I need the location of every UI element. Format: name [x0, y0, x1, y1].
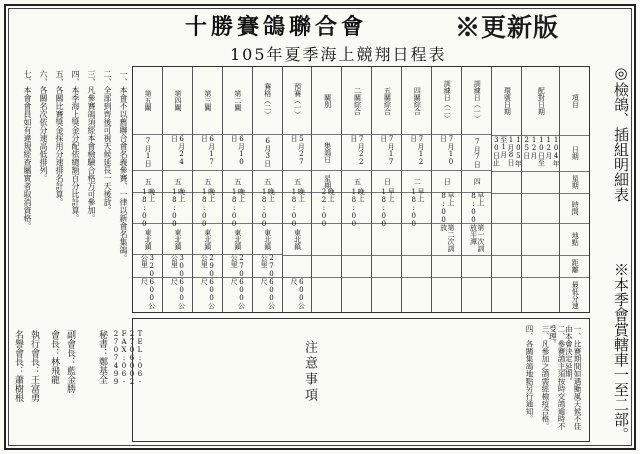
schedule-cell-row6: 270公里 [253, 255, 282, 278]
signature-block-3 [48, 330, 61, 440]
schedule-column [133, 67, 162, 312]
schedule-cell-row7 [522, 278, 559, 312]
schedule-cell-row2: 105年1月8日至1月30日止 [492, 136, 521, 172]
exec-president: 王富勇 [29, 375, 39, 402]
schedule-cell-head: 第五關 [133, 67, 162, 135]
secretary: 鄭基全 [97, 357, 107, 384]
schedule-cell-head: 第四關 [163, 67, 192, 135]
schedule-cell-row3: 五 [133, 171, 162, 193]
schedule-cell-row3: 五 [342, 171, 371, 193]
president: 林飛龍 [49, 357, 59, 384]
schedule-cell-row2: 5月27日 [283, 135, 312, 171]
schedule-cell-row5: 第一次訓放平潭 [462, 224, 491, 256]
schedule-cell-row2: 104年12月10日至12月25日 [522, 136, 559, 172]
schedule-cell-row2: 6月3日 [253, 135, 282, 171]
schedule-column [521, 67, 559, 312]
schedule-cell-row7: 600公尺 [200, 278, 216, 310]
schedule-cell-row2: 6月24日 [163, 135, 192, 171]
schedule-cell-row2: 7月7日 [462, 135, 491, 171]
vice-president: 藍金勝 [65, 366, 75, 393]
rule-2: 二、全部到齊後可視天候延長一天後放。 [103, 70, 112, 214]
schedule-cell-head: 項目 [560, 67, 589, 136]
schedule-cell-head: 關別 [312, 67, 341, 135]
schedule-cell-head: 賽格（二） [253, 67, 282, 135]
schedule-cell-row2: 6月17日 [193, 135, 222, 171]
schedule-cell-row6 [283, 256, 312, 278]
rule-3: 三、凡參賽鴿須經本會檢驗合格方可參加。 [87, 70, 96, 222]
schedule-column [311, 67, 341, 312]
schedule-cell-row5 [522, 224, 559, 256]
schedule-cell-row4 [522, 194, 559, 224]
schedule-cell-row3: 二 [402, 171, 431, 193]
schedule-cell-row6: 300公里 [163, 255, 192, 278]
schedule-column [192, 67, 222, 312]
schedule-cell-head: 訓練日（一） [462, 67, 491, 135]
schedule-cell-row5: 地點 [560, 224, 589, 256]
schedule-cell-row7: 600公尺 [260, 278, 276, 310]
schedule-cell-row3 [492, 172, 521, 194]
schedule-column [341, 67, 371, 312]
notice-3: 三、凡參加之鴿需經檢疫合格。 [541, 325, 550, 430]
honorary-chair-label: 名譽會長： [13, 330, 23, 375]
schedule-cell-row3: 星期 [560, 172, 589, 194]
schedule-column [162, 67, 192, 312]
notice-1: 一、比賽期間如遇颱風天候不佳由本會決定延期。 [564, 325, 582, 430]
schedule-column [252, 67, 282, 312]
schedule-cell-row3: 四 [462, 171, 491, 193]
schedule-cell-row5: 東北鎮 [193, 224, 222, 256]
schedule-cell-head: 五關綜合 [372, 67, 401, 135]
right-heading: ◎檢鴿、插組明細表 [612, 64, 630, 202]
schedule-cell-row5 [312, 224, 341, 256]
schedule-cell-row4: 晚上18:00 [342, 193, 371, 224]
schedule-cell-row4: 晚上18:00 [133, 193, 162, 224]
schedule-subtitle: 105年夏季海上競翔日程表 [230, 45, 447, 64]
schedule-cell-row4 [492, 194, 521, 224]
schedule-cell-row4: 晚上18:00 [283, 193, 312, 224]
schedule-cell-row5 [372, 224, 401, 256]
schedule-cell-row2: 7月12日 [402, 135, 431, 171]
schedule-column [222, 67, 252, 312]
schedule-cell-row7 [432, 278, 461, 312]
schedule-cell-row2: 6月10日 [223, 135, 252, 171]
schedule-cell-head: 訓練日（二） [432, 67, 461, 135]
schedule-column [491, 67, 521, 312]
notice-4: 四、各關集鴿地點另行通知。 [525, 325, 534, 423]
signature-block-5 [96, 330, 109, 440]
schedule-cell-head: 環號日期 [492, 67, 521, 136]
schedule-cell-row2: 日期 [560, 136, 589, 172]
schedule-cell-row4: 早上8:00 [462, 193, 491, 224]
schedule-cell-row7 [462, 278, 491, 312]
association-title: 十勝賽鴿聯合會 [185, 14, 368, 40]
schedule-cell-row4: 晚上22:00 [312, 193, 341, 224]
notice-heading: 注意事項 [302, 340, 317, 404]
schedule-cell-row2: 7月17日 [372, 135, 401, 171]
schedule-cell-row4: 晚上18:00 [253, 193, 282, 224]
schedule-cell-row6 [372, 256, 401, 278]
rule-5: 五、各關比賽獎金採用分速排名計算。 [55, 70, 64, 206]
schedule-cell-row3: 日 [432, 171, 461, 193]
schedule-cell-row5 [342, 224, 371, 256]
schedule-cell-row6 [432, 256, 461, 278]
rule-1: 一、本會不以舊聯合會名義參賽、一律以新會名集鴿。 [119, 70, 128, 262]
schedule-cell-row3: 星期 [312, 171, 341, 193]
schedule-cell-row5: 東北鎮 [283, 224, 312, 256]
rule-6: 六、各關名次依分速高低排列。 [39, 70, 48, 182]
signature-block-2 [28, 330, 41, 440]
schedule-cell-head: 四關綜合 [402, 67, 431, 135]
schedule-cell-row7 [492, 278, 521, 312]
schedule-cell-row6 [312, 256, 341, 278]
schedule-cell-row3: 五 [163, 171, 192, 193]
secretary-label: 秘書： [97, 330, 107, 357]
fax: FAX:06-2707499 [112, 330, 128, 386]
schedule-column [461, 67, 491, 312]
schedule-cell-head: 二關綜合 [342, 67, 371, 135]
schedule-cell-row4: 晚上18:00 [223, 193, 252, 224]
signature-block-1 [12, 330, 25, 440]
schedule-cell-row6 [492, 256, 521, 278]
schedule-cell-row5 [402, 224, 431, 256]
honorary-chair: 蕭樹根 [13, 375, 23, 402]
right-footnote: ※本季會賞轄車一至二部。 [612, 262, 630, 442]
schedule-column [371, 67, 401, 312]
schedule-cell-row5: 東北鎮 [253, 224, 282, 256]
schedule-cell-row6: 320公里 [133, 255, 162, 278]
schedule-column [431, 67, 461, 312]
schedule-cell-head: 第三關 [193, 67, 222, 135]
schedule-cell-row4: 時間 [560, 194, 589, 224]
schedule-cell-row2: 7月10日 [432, 135, 461, 171]
schedule-cell-row3: 五 [283, 171, 312, 193]
schedule-cell-row5 [492, 224, 521, 256]
schedule-cell-head: 第二關 [223, 67, 252, 135]
schedule-cell-row2: 7月1日 [133, 135, 162, 171]
schedule-cell-row6: 290公里 [193, 255, 222, 278]
schedule-cell-row4: 早上18:00 [402, 193, 431, 224]
schedule-cell-row7: 最低分速 [571, 281, 580, 310]
rule-7: 七、本會會員如有違規經查屬實者取消資格。 [23, 70, 32, 230]
tel: TEL:06-2706002 [128, 330, 144, 386]
schedule-cell-row7 [342, 278, 371, 312]
vice-label: 副會長： [65, 330, 75, 366]
schedule-cell-row2: 集鴿日 [312, 135, 341, 171]
schedule-cell-row2: 7月22日 [342, 135, 371, 171]
schedule-cell-row7 [402, 278, 431, 312]
schedule-cell-row7: 600公尺 [290, 278, 306, 310]
schedule-column [282, 67, 312, 312]
rule-4: 四、本季海上獎金分配依總額百分比計算。 [71, 70, 80, 222]
schedule-cell-row4: 早上8:00 [432, 193, 461, 224]
schedule-cell-row3: 五 [253, 171, 282, 193]
schedule-cell-row5: 東北鎮 [163, 224, 192, 256]
schedule-cell-row3: 五 [193, 171, 222, 193]
signature-block-4 [64, 330, 77, 440]
schedule-cell-head: 配對日期 [522, 67, 559, 136]
schedule-cell-row4: 早上18:00 [372, 193, 401, 224]
schedule-cell-row5: 東北鎮 [223, 224, 252, 256]
race-schedule-table [132, 66, 590, 313]
schedule-cell-row6 [522, 256, 559, 278]
schedule-cell-row3: 五 [223, 171, 252, 193]
schedule-cell-row6 [342, 256, 371, 278]
schedule-cell-row7 [312, 278, 341, 312]
schedule-cell-row3: 日 [372, 171, 401, 193]
schedule-cell-row6 [462, 256, 491, 278]
schedule-cell-row4: 晚上18:00 [163, 193, 192, 224]
notice-2: 二、參賽鴿主須按時交鴿逾時不受理。 [548, 325, 566, 430]
updated-version-stamp: ※更新版 [455, 13, 560, 42]
schedule-cell-row5: 第二次訓放 [432, 224, 461, 256]
schedule-cell-head: 預賽（一） [283, 67, 312, 135]
schedule-cell-row7: 600公尺 [170, 278, 186, 310]
schedule-column [559, 67, 589, 312]
schedule-cell-row6: 距離 [560, 256, 589, 278]
schedule-cell-row7 [372, 278, 401, 312]
schedule-cell-row5: 東北鎮 [133, 224, 162, 256]
exec-label: 執行會長： [29, 330, 39, 375]
schedule-cell-row3 [522, 172, 559, 194]
notice-section [132, 318, 590, 442]
schedule-cell-row7: 600公尺 [140, 278, 156, 310]
schedule-cell-row7: 600公尺 [230, 278, 246, 310]
schedule-cell-row4: 晚上18:00 [193, 193, 222, 224]
schedule-column [401, 67, 431, 312]
president-label: 會長： [49, 330, 59, 357]
schedule-cell-row6: 270公里 [223, 255, 252, 278]
schedule-cell-row6 [402, 256, 431, 278]
